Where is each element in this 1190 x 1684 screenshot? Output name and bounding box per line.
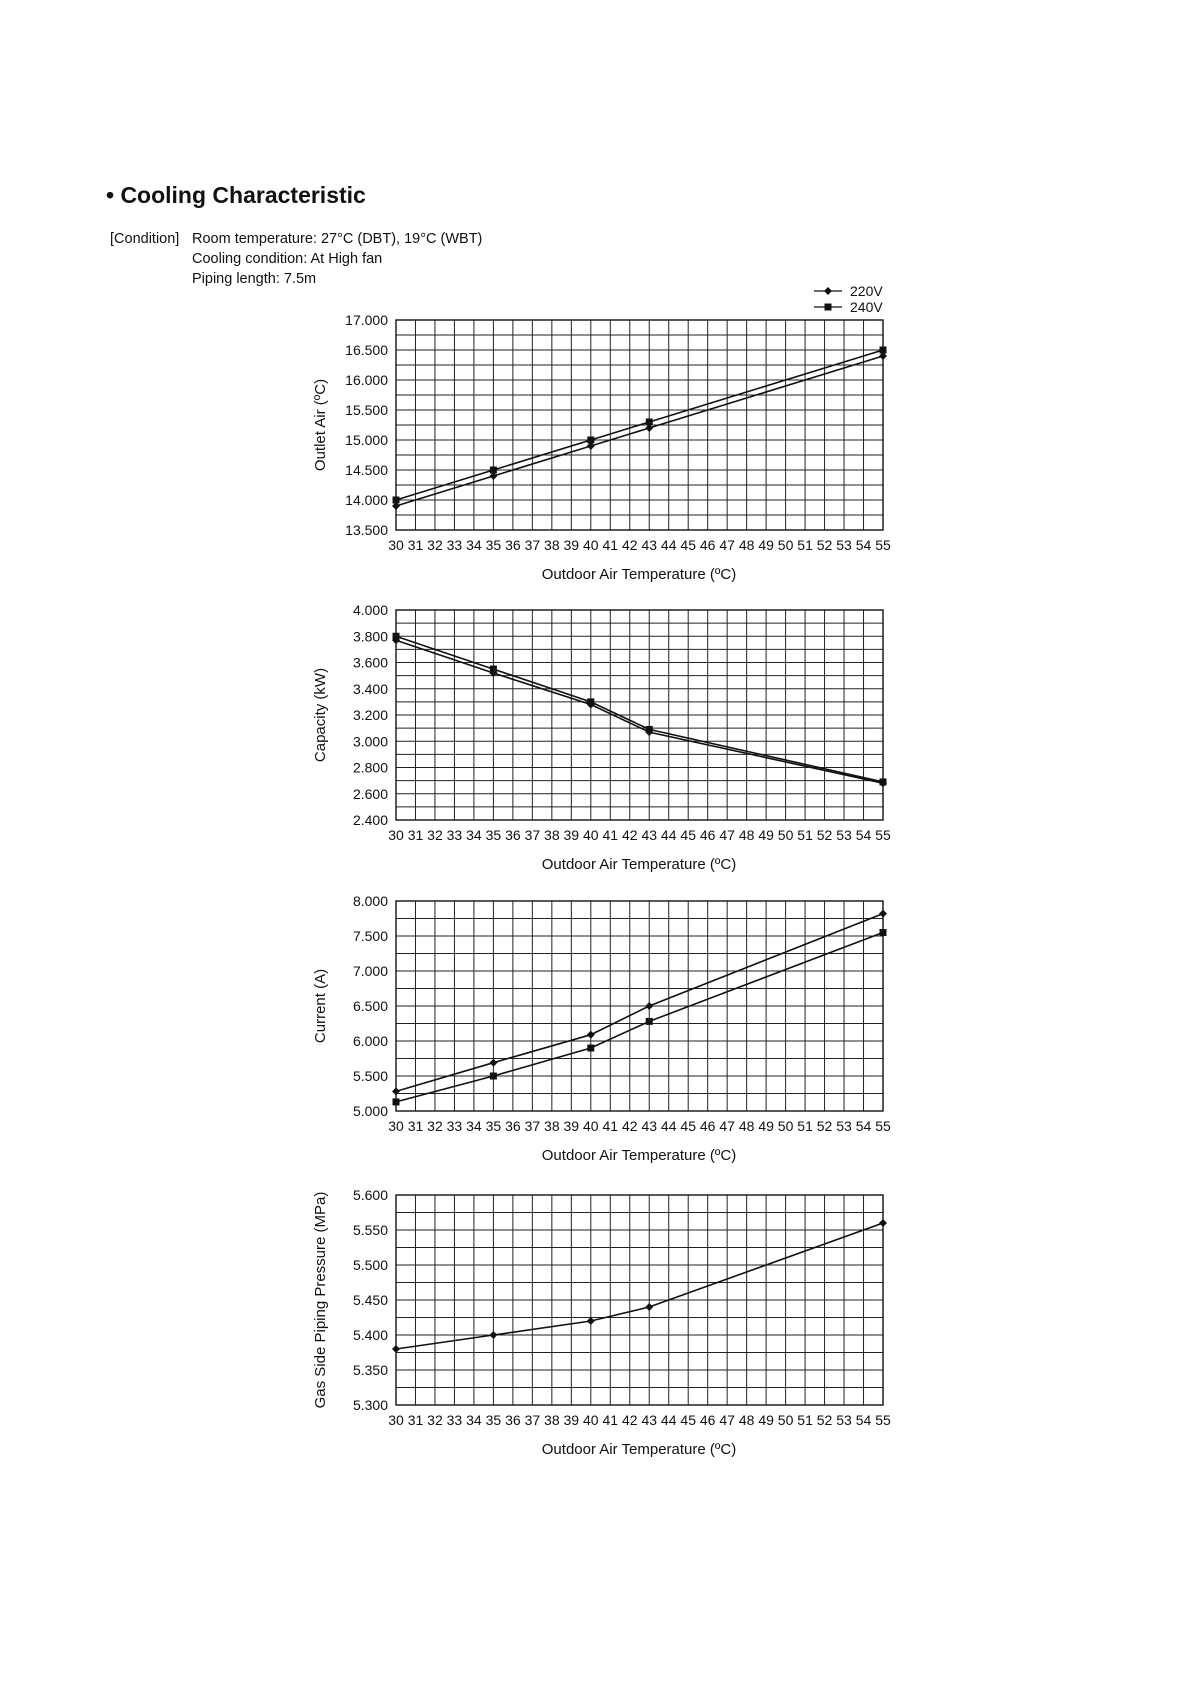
y-tick-label: 7.000 (352, 963, 388, 979)
x-tick-label: 47 (719, 827, 735, 843)
data-point-220v (879, 1219, 887, 1227)
x-tick-label: 45 (680, 537, 696, 553)
chart-grid (396, 1195, 883, 1405)
x-tick-label: 50 (777, 1412, 794, 1428)
y-tick-label: 2.400 (352, 812, 388, 828)
condition-piping-length: Piping length: 7.5m (192, 271, 317, 287)
data-point-240v (393, 1098, 400, 1105)
x-tick-label: 34 (466, 537, 482, 553)
x-tick-label: 51 (797, 537, 813, 553)
y-tick-label: 5.000 (352, 1103, 388, 1119)
x-tick-label: 44 (660, 537, 677, 553)
y-tick-label: 5.450 (352, 1292, 388, 1308)
y-tick-label: 2.800 (352, 759, 388, 776)
x-tick-label: 30 (388, 1412, 404, 1428)
data-point-220v (587, 1031, 595, 1039)
x-tick-label: 34 (466, 1118, 482, 1134)
data-point-240v (393, 497, 400, 504)
x-tick-label: 38 (544, 537, 560, 553)
x-tick-label: 40 (583, 827, 599, 843)
x-tick-label: 52 (816, 827, 833, 843)
x-tick-label: 53 (836, 827, 852, 843)
x-axis-label: Outdoor Air Temperature (ºC) (541, 1147, 737, 1164)
x-tick-label: 35 (485, 1412, 502, 1428)
y-tick-label: 3.600 (352, 654, 388, 671)
y-tick-label: 6.000 (352, 1033, 388, 1049)
x-tick-label: 55 (875, 1118, 891, 1134)
chart-legend (800, 282, 910, 316)
x-tick-label: 31 (407, 1118, 424, 1134)
x-tick-label: 39 (563, 827, 580, 843)
x-tick-label: 30 (388, 1118, 404, 1134)
y-tick-label: 15.000 (345, 432, 388, 448)
x-tick-label: 37 (524, 1412, 541, 1428)
x-tick-label: 53 (836, 537, 852, 553)
x-tick-label: 47 (719, 537, 735, 553)
series-line-220v (396, 1223, 883, 1349)
y-tick-label: 14.500 (345, 462, 388, 478)
x-tick-label: 40 (583, 537, 599, 553)
x-tick-label: 43 (641, 827, 658, 843)
x-tick-label: 41 (602, 827, 619, 843)
x-tick-label: 33 (446, 1412, 463, 1428)
x-tick-label: 52 (816, 1118, 833, 1134)
x-tick-label: 39 (563, 1412, 580, 1428)
x-tick-label: 33 (446, 827, 463, 843)
x-tick-label: 48 (738, 537, 755, 553)
x-tick-label: 36 (505, 827, 521, 843)
x-tick-label: 38 (544, 827, 560, 843)
series-220v (392, 910, 887, 1096)
x-tick-label: 46 (699, 1412, 716, 1428)
y-tick-label: 8.000 (352, 893, 388, 909)
data-point-240v (490, 666, 497, 673)
data-point-240v (587, 437, 594, 444)
data-point-220v (489, 1331, 497, 1339)
legend-label-220v: 220V (850, 283, 883, 299)
x-tick-label: 45 (680, 1412, 696, 1428)
data-point-240v (646, 726, 653, 733)
data-point-240v (646, 1018, 653, 1025)
x-tick-label: 47 (719, 1412, 735, 1428)
data-point-220v (587, 1317, 595, 1325)
x-tick-label: 53 (836, 1118, 852, 1134)
x-axis-label: Outdoor Air Temperature (ºC) (541, 856, 737, 873)
x-tick-label: 42 (621, 827, 638, 843)
x-tick-label: 41 (602, 537, 619, 553)
y-tick-label: 3.400 (352, 680, 388, 697)
y-axis-label: Gas Side Piping Pressure (MPa) (312, 1191, 329, 1409)
x-tick-label: 43 (641, 1118, 658, 1134)
x-axis-label: Outdoor Air Temperature (ºC) (541, 1441, 737, 1458)
y-tick-label: 13.500 (345, 522, 388, 538)
x-tick-label: 49 (758, 537, 774, 553)
y-tick-label: 5.350 (352, 1362, 388, 1378)
x-tick-label: 38 (544, 1118, 560, 1134)
x-tick-label: 34 (466, 1412, 482, 1428)
series-line-240v (396, 636, 883, 782)
data-point-220v (645, 1303, 653, 1311)
x-tick-label: 54 (855, 1118, 872, 1134)
x-tick-label: 40 (583, 1412, 599, 1428)
x-tick-label: 41 (602, 1118, 619, 1134)
data-point-240v (587, 698, 594, 705)
x-tick-label: 30 (388, 827, 404, 843)
page-heading: • Cooling Characteristic (106, 182, 366, 208)
x-tick-label: 51 (797, 827, 813, 843)
x-tick-label: 38 (544, 1412, 560, 1428)
data-point-240v (490, 467, 497, 474)
x-tick-label: 54 (855, 827, 872, 843)
y-axis-label: Current (A) (312, 968, 329, 1044)
series-240v (393, 929, 887, 1105)
x-tick-label: 37 (524, 1118, 541, 1134)
series-line-220v (396, 356, 883, 506)
x-tick-label: 47 (719, 1118, 735, 1134)
data-point-220v (392, 1345, 400, 1353)
x-tick-label: 51 (797, 1118, 813, 1134)
x-tick-label: 35 (485, 827, 502, 843)
x-tick-label: 50 (777, 827, 794, 843)
data-point-240v (393, 633, 400, 640)
y-tick-label: 5.600 (352, 1187, 388, 1203)
series-220v (392, 352, 887, 510)
x-tick-label: 51 (797, 1412, 813, 1428)
data-point-240v (587, 1045, 594, 1052)
x-tick-label: 36 (505, 1118, 521, 1134)
y-tick-label: 16.000 (345, 372, 388, 388)
x-tick-label: 44 (660, 1412, 677, 1428)
x-tick-label: 37 (524, 537, 541, 553)
chart-grid (396, 610, 883, 820)
x-tick-label: 50 (777, 537, 794, 553)
y-axis-label: Outlet Air (ºC) (312, 378, 329, 472)
gas-pressure-chart (0, 1187, 1190, 1465)
data-point-220v (879, 910, 887, 918)
series-220v (392, 1219, 887, 1353)
y-tick-label: 3.800 (352, 628, 388, 645)
x-tick-label: 39 (563, 537, 580, 553)
y-tick-label: 15.500 (345, 402, 388, 418)
x-tick-label: 52 (816, 537, 833, 553)
x-tick-label: 40 (583, 1118, 599, 1134)
x-tick-label: 35 (485, 537, 502, 553)
y-tick-label: 5.500 (352, 1257, 388, 1273)
condition-tag: [Condition] (110, 231, 180, 247)
current-chart (0, 893, 1190, 1171)
outlet-air-chart (0, 312, 1190, 590)
data-point-220v (392, 1087, 400, 1095)
x-tick-label: 53 (836, 1412, 852, 1428)
x-tick-label: 42 (621, 537, 638, 553)
x-tick-label: 34 (466, 827, 482, 843)
x-tick-label: 48 (738, 1118, 755, 1134)
data-point-240v (490, 1073, 497, 1080)
x-tick-label: 32 (427, 1118, 443, 1134)
data-point-240v (880, 778, 887, 785)
data-point-240v (646, 419, 653, 426)
x-tick-label: 46 (699, 827, 716, 843)
condition-room-temperature: Room temperature: 27°C (DBT), 19°C (WBT) (192, 231, 483, 247)
x-tick-label: 32 (427, 1412, 443, 1428)
x-tick-label: 42 (621, 1412, 638, 1428)
x-tick-label: 55 (875, 1412, 891, 1428)
x-tick-label: 36 (505, 1412, 521, 1428)
x-tick-label: 31 (407, 827, 424, 843)
series-220v (392, 636, 887, 787)
y-tick-label: 3.000 (352, 733, 388, 750)
x-tick-label: 43 (641, 1412, 658, 1428)
x-tick-label: 33 (446, 537, 463, 553)
y-tick-label: 5.550 (352, 1222, 388, 1238)
x-tick-label: 54 (855, 1412, 872, 1428)
y-tick-label: 14.000 (345, 492, 388, 508)
data-point-220v (645, 1002, 653, 1010)
x-tick-label: 54 (855, 537, 872, 553)
legend-entry-220v (814, 283, 883, 299)
x-tick-label: 55 (875, 537, 891, 553)
series-line-220v (396, 914, 883, 1092)
x-tick-label: 49 (758, 1118, 774, 1134)
x-tick-label: 35 (485, 1118, 502, 1134)
y-tick-label: 7.500 (352, 928, 388, 944)
x-tick-label: 36 (505, 537, 521, 553)
y-tick-label: 4.000 (352, 602, 388, 618)
y-axis-label: Capacity (kW) (312, 667, 329, 763)
data-point-240v (880, 347, 887, 354)
x-tick-label: 32 (427, 827, 443, 843)
y-tick-label: 5.300 (352, 1397, 388, 1413)
x-tick-label: 31 (407, 1412, 424, 1428)
x-tick-label: 49 (758, 827, 774, 843)
x-tick-label: 42 (621, 1118, 638, 1134)
x-tick-label: 48 (738, 827, 755, 843)
x-tick-label: 30 (388, 537, 404, 553)
x-tick-label: 32 (427, 537, 443, 553)
x-tick-label: 46 (699, 1118, 716, 1134)
y-tick-label: 16.500 (345, 342, 388, 358)
x-tick-label: 37 (524, 827, 541, 843)
x-tick-label: 33 (446, 1118, 463, 1134)
y-tick-label: 2.600 (352, 785, 388, 802)
legend-marker-diamond (824, 287, 832, 295)
capacity-chart (0, 602, 1190, 880)
x-tick-label: 44 (660, 1118, 677, 1134)
x-tick-label: 41 (602, 1412, 619, 1428)
x-tick-label: 45 (680, 827, 696, 843)
series-240v (393, 633, 887, 786)
y-tick-label: 5.400 (352, 1327, 388, 1343)
data-point-220v (489, 1059, 497, 1067)
x-tick-label: 44 (660, 827, 677, 843)
condition-cooling: Cooling condition: At High fan (192, 251, 383, 267)
y-tick-label: 5.500 (352, 1068, 388, 1084)
x-tick-label: 49 (758, 1412, 774, 1428)
x-tick-label: 52 (816, 1412, 833, 1428)
x-tick-label: 46 (699, 537, 716, 553)
x-tick-label: 50 (777, 1118, 794, 1134)
y-tick-label: 6.500 (352, 998, 388, 1014)
x-tick-label: 55 (875, 827, 891, 843)
chart-grid (396, 901, 883, 1111)
x-tick-label: 31 (407, 537, 424, 553)
x-tick-label: 39 (563, 1118, 580, 1134)
data-point-240v (880, 929, 887, 936)
legend-marker-square (825, 304, 832, 311)
x-axis-label: Outdoor Air Temperature (ºC) (541, 566, 737, 583)
x-tick-label: 45 (680, 1118, 696, 1134)
y-tick-label: 17.000 (345, 312, 388, 328)
y-tick-label: 3.200 (352, 707, 388, 723)
legend-label-240v: 240V (850, 299, 883, 315)
x-tick-label: 48 (738, 1412, 755, 1428)
x-tick-label: 43 (641, 537, 658, 553)
